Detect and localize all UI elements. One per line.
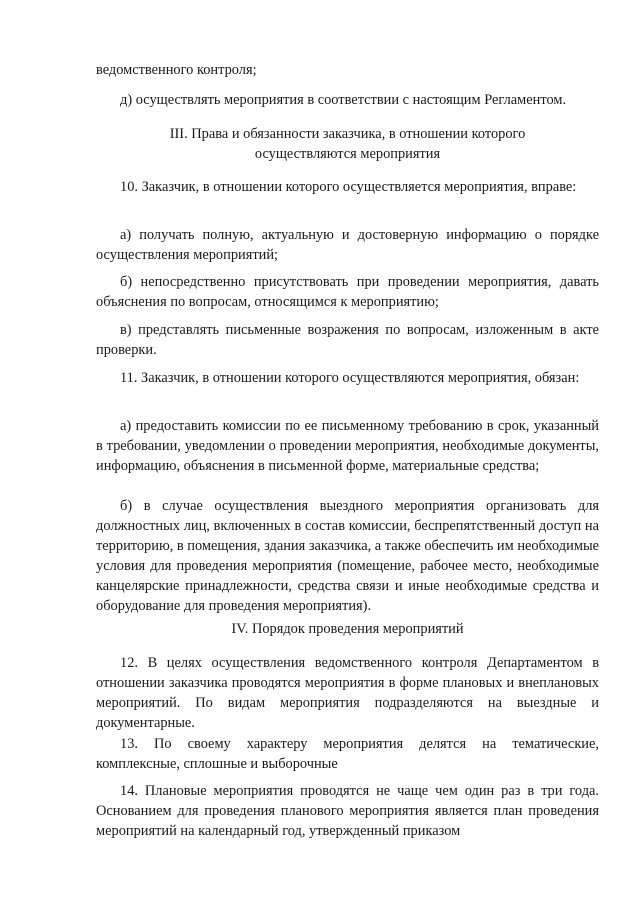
paragraph-10-v: в) представлять письменные возражения по вопросам, изложенным в акте проверки. — [96, 322, 599, 358]
section-heading-3-line1: III. Права и обязанности заказчика, в отношении которого — [169, 126, 526, 142]
paragraph-11: 11. Заказчик, в отношении которого осуществляются мероприятия, обязан: — [120, 370, 580, 386]
paragraph-item-d: д) осуществлять мероприятия в соответствии с настоящим Регламентом. — [120, 92, 567, 108]
section-heading-3-line2: осуществляются мероприятия — [254, 146, 441, 162]
section-heading-4: IV. Порядок проведения мероприятий — [231, 621, 464, 637]
section-heading-3 — [96, 124, 599, 164]
paragraph-14: 14. Плановые мероприятия проводятся не чаще чем один раз в три года. Основанием для проведения планового мероприятия является план проведения мероприятий на календарный год, утвержденный приказом — [96, 783, 599, 839]
paragraph-12: 12. В целях осуществления ведомственного контроля Департаментом в отношении заказчика проводятся мероприятия в форме плановых и внеплановых мероприятий. По видам мероприятия подразделяются на выездные и документарные. — [96, 655, 599, 731]
paragraph-continuation: ведомственного контроля; — [96, 62, 257, 78]
paragraph-13: 13. По своему характеру мероприятия делятся на тематические, комплексные, сплошные и выборочные — [96, 736, 599, 772]
paragraph-10-b: б) непосредственно присутствовать при проведении мероприятия, давать объяснения по вопросам, относящимся к мероприятию; — [96, 274, 599, 310]
paragraph-10: 10. Заказчик, в отношении которого осуществляется мероприятия, вправе: — [120, 179, 577, 195]
paragraph-10-a: а) получать полную, актуальную и достоверную информацию о порядке осуществления мероприятий; — [96, 227, 599, 263]
paragraph-11-b: б) в случае осуществления выездного мероприятия организовать для должностных лиц, включенных в состав комиссии, беспрепятственный доступ на территорию, в помещения, здания заказчика, а также обеспечить им необходимые условия для проведения мероприятия (помещение, рабочее место, необходимые канцелярские принадлежности, средства связи и иные необходимые средства и оборудование для проведения мероприятия). — [96, 498, 599, 614]
paragraph-11-a: а) предоставить комиссии по ее письменному требованию в срок, указанный в требовании, уведомлении о проведении мероприятия, необходимые документы, информацию, объяснения в письменной форме, материальные средства; — [96, 418, 599, 474]
